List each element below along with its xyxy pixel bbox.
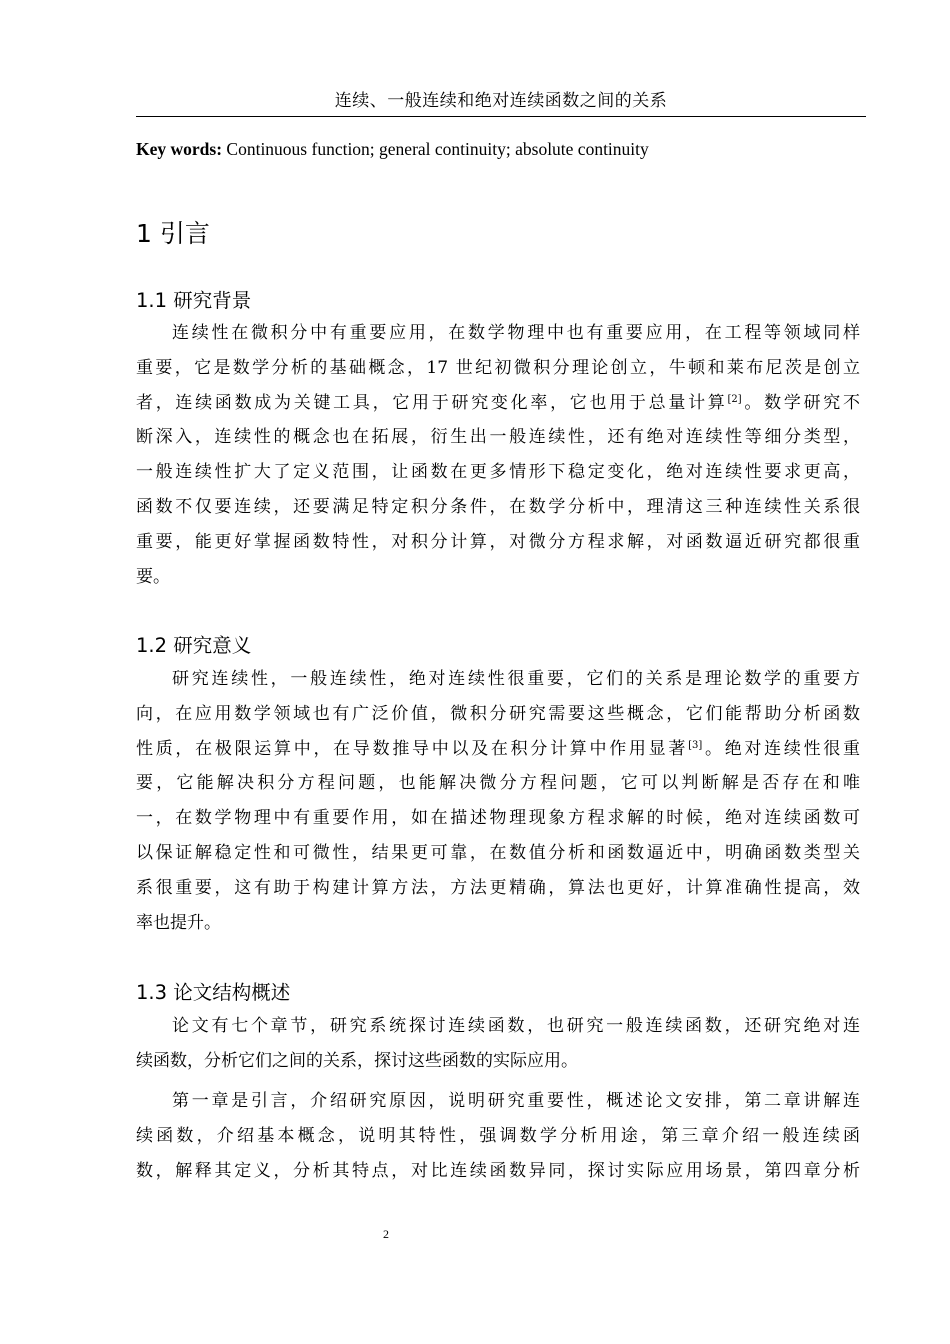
paragraph-line: 一，在数学物理中有重要作用，如在描述物理现象方程求解的时候，绝对连续函数可 — [136, 808, 860, 829]
header-rule — [136, 116, 866, 117]
paragraph-line: 断深入，连续性的概念也在拓展，衍生出一般连续性，还有绝对连续性等细分类型， — [136, 427, 860, 448]
section-1-3-heading: 1.3 论文结构概述 — [136, 981, 291, 1004]
section-1-3-paragraph-1 — [136, 1009, 860, 1079]
page-number: 2 — [383, 1227, 389, 1241]
paragraph-line-part: 性质，在极限运算中，在导数推导中以及在积分计算中作用显著 — [136, 738, 689, 759]
paragraph-line: 续函数，介绍基本概念，说明其特性，强调数学分析用途，第三章介绍一般连续函 — [136, 1125, 860, 1146]
paragraph-line: 研究连续性，一般连续性，绝对连续性很重要，它们的关系是理论数学的重要方 — [172, 669, 860, 689]
section-1-heading: 1 引言 — [136, 219, 210, 248]
paragraph-line-part: 。数学研究不 — [741, 392, 860, 413]
paragraph-line: 系很重要，这有助于构建计算方法，方法更精确，算法也更好，计算准确性提高，效 — [136, 877, 860, 898]
paragraph-line: 要，它能解决积分方程问题，也能解决微分方程问题，它可以判断解是否存在和唯 — [136, 773, 860, 794]
citation-marker: [2] — [727, 393, 742, 405]
paragraph-line: 论文有七个章节，研究系统探讨连续函数，也研究一般连续函数，还研究绝对连 — [172, 1016, 860, 1036]
paragraph-line: 第一章是引言，介绍研究原因，说明研究重要性，概述论文安排，第二章讲解连 — [172, 1091, 860, 1111]
keywords-label: Key words: — [136, 139, 223, 159]
paragraph-line: 函数不仅要连续，还要满足特定积分条件，在数学分析中，理清这三种连续性关系很 — [136, 496, 860, 517]
paragraph-line: 重要，能更好掌握函数特性，对积分计算，对微分方程求解，对函数逼近研究都很重 — [136, 531, 860, 552]
section-1-1-heading: 1.1 研究背景 — [136, 289, 252, 312]
paragraph-line: 数，解释其定义，分析其特点，对比连续函数异同，探讨实际应用场景，第四章分析 — [136, 1160, 860, 1181]
paragraph-line: 以保证解稳定性和可微性，结果更可靠，在数值分析和函数逼近中，明确函数类型关 — [136, 842, 860, 863]
section-1-3-paragraph-2 — [136, 1084, 860, 1188]
paragraph-line — [136, 386, 860, 421]
paragraph-line: 重要，它是数学分析的基础概念，17 世纪初微积分理论创立，牛顿和莱布尼茨是创立 — [136, 357, 860, 378]
section-1-2-heading: 1.2 研究意义 — [136, 634, 252, 657]
paragraph-line: 要。 — [136, 566, 170, 587]
paragraph-line: 一般连续性扩大了定义范围，让函数在更多情形下稳定变化，绝对连续性要求更高， — [136, 462, 860, 483]
paragraph-line: 率也提升。 — [136, 912, 221, 933]
paragraph-line — [136, 732, 860, 767]
keywords-line — [136, 136, 649, 162]
paragraph-line: 连续性在微积分中有重要应用，在数学物理中也有重要应用，在工程等领域同样 — [172, 323, 860, 343]
running-header: 连续、一般连续和绝对连续函数之间的关系 — [334, 91, 668, 111]
citation-marker: [3] — [688, 739, 703, 751]
paragraph-line-part: 者，连续函数成为关键工具，它用于研究变化率，它也用于总量计算 — [136, 392, 728, 413]
section-1-2-paragraph — [136, 662, 860, 940]
paragraph-line-part: 。绝对连续性很重 — [702, 738, 860, 759]
section-1-1-paragraph — [136, 316, 860, 594]
keywords-text: Continuous function; general continuity; absolute continuity — [226, 139, 649, 159]
paragraph-line: 续函数，分析它们之间的关系，探讨这些函数的实际应用。 — [136, 1050, 578, 1071]
paragraph-line: 向，在应用数学领域也有广泛价值，微积分研究需要这些概念，它们能帮助分析函数 — [136, 703, 860, 724]
